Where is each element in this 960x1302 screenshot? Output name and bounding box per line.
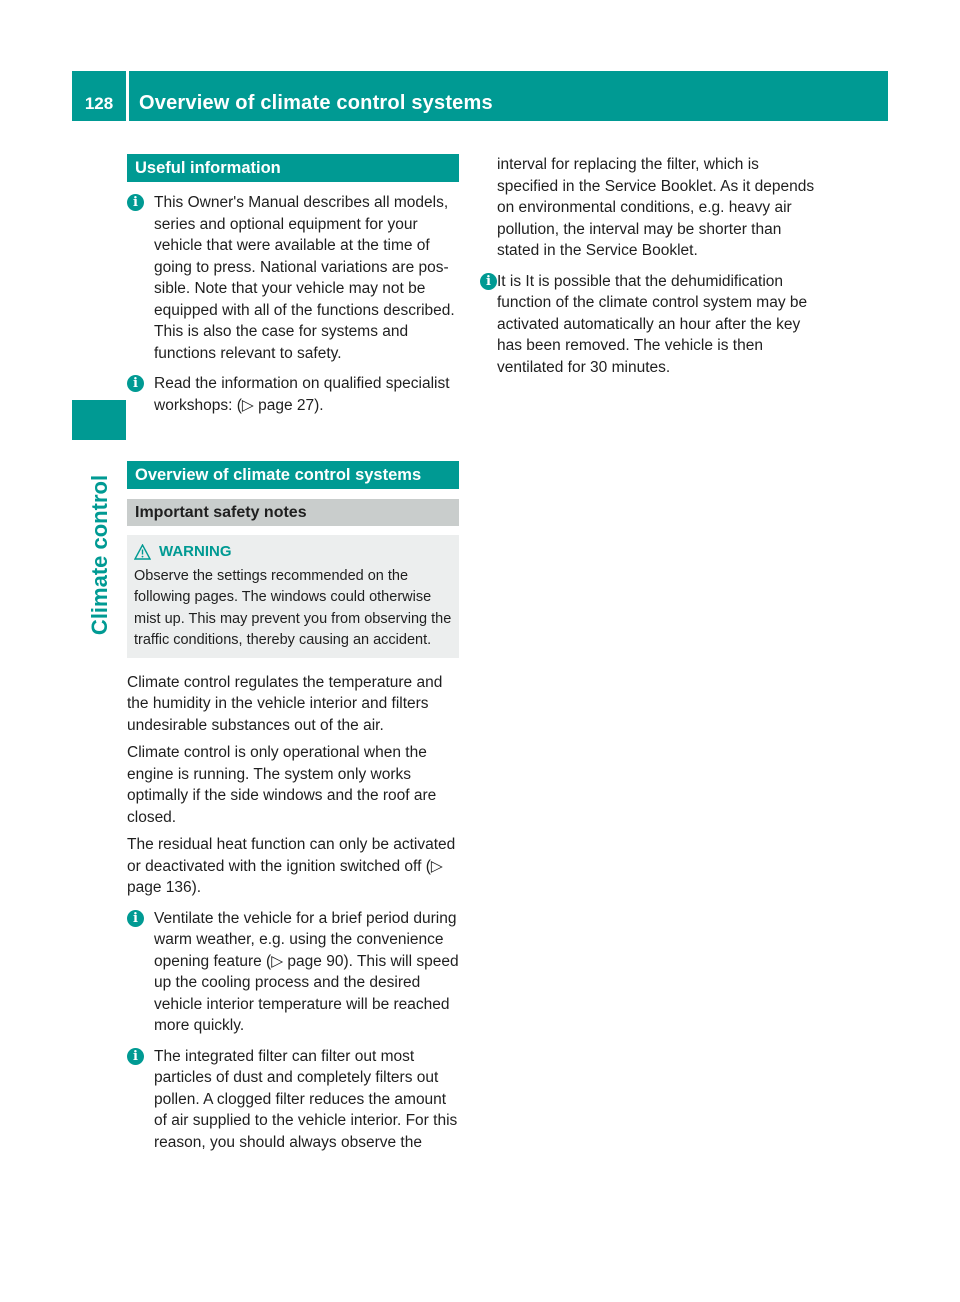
chapter-tab-marker (72, 400, 126, 440)
continued-paragraph: interval for replacing the filter, which is specified in the Service Booklet. As it depends on environmental conditions, e.g. heavy air pollution, the interval may be shorter than stated in the Service Booklet. (497, 156, 815, 259)
chapter-side-label (76, 450, 124, 660)
warning-triangle-icon (134, 544, 151, 560)
info-note-text: It is It is possible that the dehumidification function of the climate control system may be activated automatically an hour after the key has been removed. The vehicle is then ventilated for 30 minutes. (497, 272, 808, 376)
info-note (480, 271, 816, 379)
info-icon: i (480, 273, 497, 290)
info-icon: i (127, 1048, 144, 1065)
chapter-side-label-text: Climate control (87, 474, 112, 636)
info-note-text: Ventilate the vehicle for a brief period during warm weather, e.g. using the convenience opening feature (▷ page 90). This will speed up the cooling process and the desired vehicle interior temperature will be reached more quickly. (154, 909, 459, 1034)
info-note (127, 1046, 459, 1154)
body-paragraph: The residual heat function can only be activated or deactivated with the ignition switched off (▷ page 136). (127, 836, 456, 896)
info-icon: i (127, 375, 144, 392)
page-number: 128 (84, 94, 114, 113)
warning-title (134, 541, 455, 563)
left-column (127, 154, 459, 1162)
info-note-text: This Owner's Manual describes all models, series and optional equipment for your vehicle that were available at the time of going to press. National variations are possible. Note that your vehicle may not be equipped with all of the functions described. This is also the case for systems and functions relevant to safety. (154, 194, 455, 362)
body-paragraph: Climate control regulates the temperature and the humidity in the vehicle interior and filters undesirable substances out of the air. (127, 673, 443, 734)
page-title: Overview of climate control systems (139, 92, 493, 114)
info-note (127, 192, 459, 364)
info-note (127, 373, 459, 416)
subsection-heading-safety-notes: Important safety notes (127, 499, 459, 526)
right-column (480, 154, 816, 387)
header-divider (126, 71, 129, 121)
section-heading-overview: Overview of climate control systems (127, 461, 459, 489)
info-note-text: Read the information on qualified specialist workshops: (▷ page 27). (154, 375, 450, 414)
info-icon: i (127, 194, 144, 211)
warning-title-text: WARNING (159, 543, 232, 560)
info-note (127, 908, 459, 1037)
section-heading-useful-information: Useful information (127, 154, 459, 182)
page-header (72, 71, 888, 121)
warning-box (127, 535, 459, 658)
info-note-text: The integrated filter can filter out most particles of dust and completely filters out pollen. A clogged filter reduces the amount of air supplied to the vehicle interior. For this reason, you should always observe the (154, 1047, 458, 1151)
body-paragraph: Climate control is only operational when the engine is running. The system only works optimally if the side windows and the roof are closed. (127, 744, 437, 826)
info-icon: i (127, 910, 144, 927)
warning-text: Observe the settings recommended on the following pages. The windows could otherwise mist up. This may prevent you from observing the traffic conditions, thereby causing an accident. (134, 567, 452, 648)
